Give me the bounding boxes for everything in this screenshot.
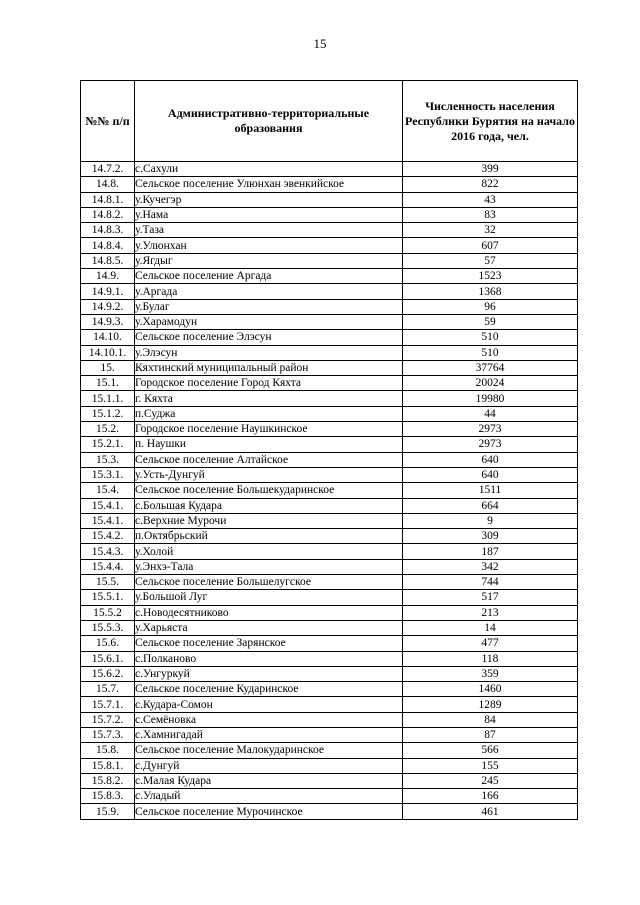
cell-territory: Сельское поселение Большелугское xyxy=(135,575,403,590)
cell-population: 1511 xyxy=(403,483,578,498)
table-row xyxy=(81,498,578,513)
cell-territory: Сельское поселение Большекударинское xyxy=(135,483,403,498)
cell-number: 14.8.1. xyxy=(81,192,135,207)
table-row xyxy=(81,773,578,788)
header-row xyxy=(81,81,578,162)
table-row xyxy=(81,804,578,819)
cell-population: 1289 xyxy=(403,697,578,712)
cell-number: 14.8.3. xyxy=(81,223,135,238)
cell-number: 15.9. xyxy=(81,804,135,819)
cell-number: 15.2. xyxy=(81,422,135,437)
cell-territory: у.Усть-Дунгуй xyxy=(135,467,403,482)
cell-number: 14.10.1. xyxy=(81,345,135,360)
table-row xyxy=(81,422,578,437)
cell-number: 15. xyxy=(81,360,135,375)
cell-number: 15.6.1. xyxy=(81,651,135,666)
cell-population: 187 xyxy=(403,544,578,559)
table-row xyxy=(81,437,578,452)
cell-population: 607 xyxy=(403,238,578,253)
cell-population: 32 xyxy=(403,223,578,238)
cell-territory: с.Кудара-Сомон xyxy=(135,697,403,712)
table-row xyxy=(81,513,578,528)
table-row xyxy=(81,666,578,681)
cell-population: 44 xyxy=(403,406,578,421)
cell-territory: Сельское поселение Элэсун xyxy=(135,330,403,345)
cell-number: 15.8.2. xyxy=(81,773,135,788)
cell-number: 15.4.3. xyxy=(81,544,135,559)
cell-number: 14.8.4. xyxy=(81,238,135,253)
cell-number: 15.5.1. xyxy=(81,590,135,605)
cell-number: 14.7.2. xyxy=(81,162,135,177)
cell-territory: у.Элэсун xyxy=(135,345,403,360)
cell-territory: п.Октябрьский xyxy=(135,529,403,544)
table-row xyxy=(81,253,578,268)
table-row xyxy=(81,651,578,666)
cell-number: 14.9.1. xyxy=(81,284,135,299)
table-row xyxy=(81,360,578,375)
cell-population: 57 xyxy=(403,253,578,268)
cell-territory: с.Новодесятниково xyxy=(135,605,403,620)
table-row xyxy=(81,620,578,635)
cell-territory: у.Харьяста xyxy=(135,620,403,635)
cell-population: 19980 xyxy=(403,391,578,406)
cell-territory: Сельское поселение Зарянское xyxy=(135,636,403,651)
table-row xyxy=(81,345,578,360)
cell-number: 15.7.1. xyxy=(81,697,135,712)
cell-territory: у.Холой xyxy=(135,544,403,559)
cell-population: 96 xyxy=(403,299,578,314)
cell-population: 309 xyxy=(403,529,578,544)
cell-population: 566 xyxy=(403,743,578,758)
cell-population: 744 xyxy=(403,575,578,590)
table-row xyxy=(81,314,578,329)
cell-population: 510 xyxy=(403,345,578,360)
cell-number: 14.9.3. xyxy=(81,314,135,329)
cell-number: 14.9.2. xyxy=(81,299,135,314)
cell-number: 14.8. xyxy=(81,177,135,192)
table-row xyxy=(81,330,578,345)
cell-territory: Сельское поселение Улюнхан эвенкийское xyxy=(135,177,403,192)
cell-territory: с.Хамнигадай xyxy=(135,727,403,742)
table-row xyxy=(81,636,578,651)
cell-territory: п. Наушки xyxy=(135,437,403,452)
cell-number: 15.8. xyxy=(81,743,135,758)
table-row xyxy=(81,177,578,192)
table-row xyxy=(81,789,578,804)
cell-population: 477 xyxy=(403,636,578,651)
cell-population: 166 xyxy=(403,789,578,804)
table-body xyxy=(81,162,578,820)
table-row xyxy=(81,269,578,284)
table-header xyxy=(81,81,578,162)
cell-population: 37764 xyxy=(403,360,578,375)
table-row xyxy=(81,406,578,421)
table-row xyxy=(81,529,578,544)
header-number: №№ п/п xyxy=(81,81,135,162)
cell-territory: у.Аргада xyxy=(135,284,403,299)
header-territory: Административно-территориальные образования xyxy=(135,81,403,162)
cell-territory: с.Сахули xyxy=(135,162,403,177)
cell-population: 14 xyxy=(403,620,578,635)
cell-number: 15.7.2. xyxy=(81,712,135,727)
cell-territory: п.Суджа xyxy=(135,406,403,421)
table-row xyxy=(81,391,578,406)
cell-territory: у.Улюнхан xyxy=(135,238,403,253)
cell-territory: Кяхтинский муниципальный район xyxy=(135,360,403,375)
cell-population: 245 xyxy=(403,773,578,788)
cell-territory: с.Семёновка xyxy=(135,712,403,727)
table-row xyxy=(81,299,578,314)
cell-territory: с.Полканово xyxy=(135,651,403,666)
table-row xyxy=(81,207,578,222)
cell-population: 87 xyxy=(403,727,578,742)
table-row xyxy=(81,743,578,758)
cell-territory: у.Булаг xyxy=(135,299,403,314)
cell-number: 14.9. xyxy=(81,269,135,284)
cell-number: 15.4.4. xyxy=(81,559,135,574)
cell-population: 461 xyxy=(403,804,578,819)
cell-territory: с.Малая Кудара xyxy=(135,773,403,788)
cell-number: 15.4.1. xyxy=(81,513,135,528)
cell-number: 14.10. xyxy=(81,330,135,345)
cell-population: 118 xyxy=(403,651,578,666)
table-row xyxy=(81,192,578,207)
table-row xyxy=(81,697,578,712)
cell-population: 640 xyxy=(403,452,578,467)
table-row xyxy=(81,284,578,299)
cell-territory: с.Дунгуй xyxy=(135,758,403,773)
cell-territory: с.Верхние Мурочи xyxy=(135,513,403,528)
cell-territory: у.Харамодун xyxy=(135,314,403,329)
cell-territory: Сельское поселение Аргада xyxy=(135,269,403,284)
cell-population: 20024 xyxy=(403,376,578,391)
cell-territory: у.Кучегэр xyxy=(135,192,403,207)
cell-population: 83 xyxy=(403,207,578,222)
cell-population: 822 xyxy=(403,177,578,192)
cell-territory: Сельское поселение Алтайское xyxy=(135,452,403,467)
cell-number: 15.5.2 xyxy=(81,605,135,620)
cell-number: 15.4.2. xyxy=(81,529,135,544)
cell-population: 664 xyxy=(403,498,578,513)
cell-territory: с.Уладый xyxy=(135,789,403,804)
cell-population: 1523 xyxy=(403,269,578,284)
cell-population: 1368 xyxy=(403,284,578,299)
cell-number: 15.5. xyxy=(81,575,135,590)
cell-territory: у.Энхэ-Тала xyxy=(135,559,403,574)
cell-number: 15.3.1. xyxy=(81,467,135,482)
cell-territory: у.Большой Луг xyxy=(135,590,403,605)
cell-territory: с.Большая Кудара xyxy=(135,498,403,513)
table-row xyxy=(81,727,578,742)
cell-population: 155 xyxy=(403,758,578,773)
cell-population: 510 xyxy=(403,330,578,345)
cell-number: 15.2.1. xyxy=(81,437,135,452)
cell-number: 15.1.1. xyxy=(81,391,135,406)
table-row xyxy=(81,483,578,498)
cell-territory: Сельское поселение Кударинское xyxy=(135,682,403,697)
table-row xyxy=(81,162,578,177)
cell-population: 640 xyxy=(403,467,578,482)
cell-number: 15.4. xyxy=(81,483,135,498)
cell-population: 2973 xyxy=(403,422,578,437)
cell-population: 59 xyxy=(403,314,578,329)
table-row xyxy=(81,682,578,697)
cell-number: 15.6. xyxy=(81,636,135,651)
cell-territory: с.Унгуркуй xyxy=(135,666,403,681)
cell-population: 1460 xyxy=(403,682,578,697)
header-population: Численность населения Республики Бурятия на начало 2016 года, чел. xyxy=(403,81,578,162)
cell-number: 15.1. xyxy=(81,376,135,391)
table-row xyxy=(81,712,578,727)
cell-territory: Сельское поселение Мурочинское xyxy=(135,804,403,819)
cell-number: 15.8.3. xyxy=(81,789,135,804)
cell-territory: у.Таза xyxy=(135,223,403,238)
cell-population: 359 xyxy=(403,666,578,681)
cell-territory: г. Кяхта xyxy=(135,391,403,406)
cell-population: 342 xyxy=(403,559,578,574)
table-row xyxy=(81,238,578,253)
table-row xyxy=(81,376,578,391)
table-row xyxy=(81,758,578,773)
cell-population: 84 xyxy=(403,712,578,727)
cell-number: 15.5.3. xyxy=(81,620,135,635)
cell-number: 15.7. xyxy=(81,682,135,697)
cell-number: 15.4.1. xyxy=(81,498,135,513)
cell-number: 14.8.5. xyxy=(81,253,135,268)
cell-population: 9 xyxy=(403,513,578,528)
population-table xyxy=(80,80,578,820)
table-row xyxy=(81,467,578,482)
cell-number: 15.8.1. xyxy=(81,758,135,773)
cell-territory: у.Ягдыг xyxy=(135,253,403,268)
cell-territory: у.Нама xyxy=(135,207,403,222)
cell-population: 43 xyxy=(403,192,578,207)
table-row xyxy=(81,575,578,590)
table-row xyxy=(81,544,578,559)
cell-number: 14.8.2. xyxy=(81,207,135,222)
cell-population: 213 xyxy=(403,605,578,620)
table-row xyxy=(81,559,578,574)
cell-number: 15.1.2. xyxy=(81,406,135,421)
cell-territory: Городское поселение Наушкинское xyxy=(135,422,403,437)
cell-population: 399 xyxy=(403,162,578,177)
cell-number: 15.3. xyxy=(81,452,135,467)
table-row xyxy=(81,452,578,467)
cell-territory: Городское поселение Город Кяхта xyxy=(135,376,403,391)
cell-population: 517 xyxy=(403,590,578,605)
cell-number: 15.6.2. xyxy=(81,666,135,681)
cell-territory: Сельское поселение Малокударинское xyxy=(135,743,403,758)
cell-number: 15.7.3. xyxy=(81,727,135,742)
table-row xyxy=(81,223,578,238)
table-row xyxy=(81,605,578,620)
cell-population: 2973 xyxy=(403,437,578,452)
page-number: 15 xyxy=(313,36,327,51)
table-row xyxy=(81,590,578,605)
